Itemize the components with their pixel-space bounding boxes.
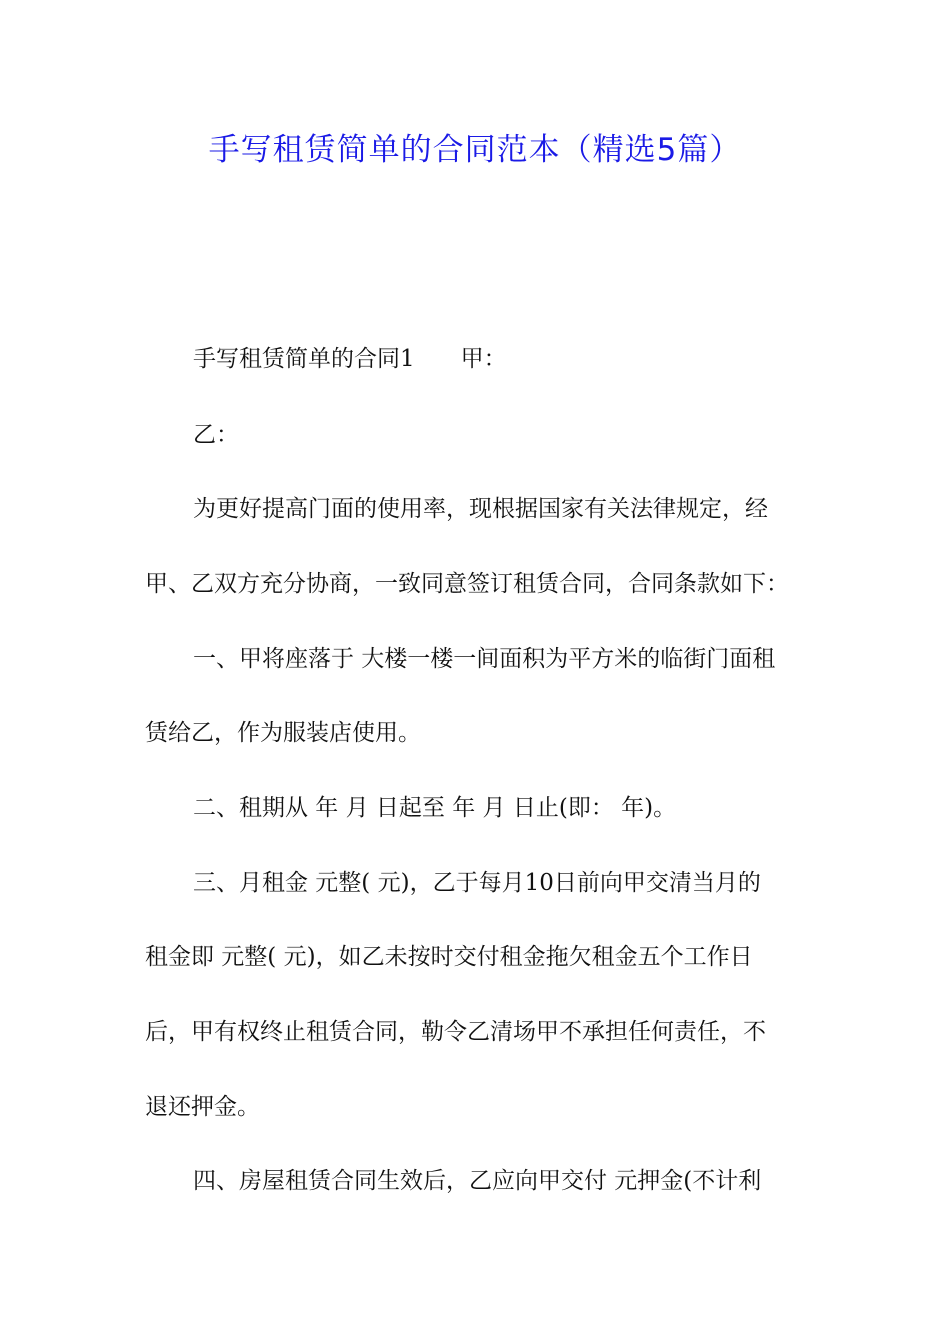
paragraph-line: 甲、乙双方充分协商，一致同意签订租赁合同，合同条款如下：	[145, 571, 789, 597]
party-a-label: 甲：	[460, 346, 507, 372]
clause-1-line: 赁给乙，作为服装店使用。	[145, 720, 421, 746]
section-heading-line	[193, 342, 810, 376]
paragraph-line: 为更好提高门面的使用率，现根据国家有关法律规定，经	[193, 496, 768, 522]
clause-3-line: 退还押金。	[145, 1094, 260, 1120]
clause-2-line: 二、租期从 年 月 日起至 年 月 日止(即： 年)。	[193, 795, 677, 821]
clause-4-line: 四、房屋租赁合同生效后，乙应向甲交付 元押金(不计利	[193, 1168, 762, 1194]
party-b-label: 乙：	[193, 422, 239, 448]
clause-1-line: 一、甲将座落于 大楼一楼一间面积为平方米的临街门面租	[193, 646, 776, 672]
section-heading: 手写租赁简单的合同1	[193, 346, 415, 372]
clause-3-line: 租金即 元整( 元)，如乙未按时交付租金拖欠租金五个工作日	[145, 944, 753, 970]
clause-3-line: 后，甲有权终止租赁合同，勒令乙清场甲不承担任何责任，不	[145, 1019, 766, 1045]
document-title: 手写租赁简单的合同范本（精选5篇）	[208, 132, 742, 168]
clause-3-line: 三、月租金 元整( 元)，乙于每月10日前向甲交清当月的	[193, 870, 761, 896]
